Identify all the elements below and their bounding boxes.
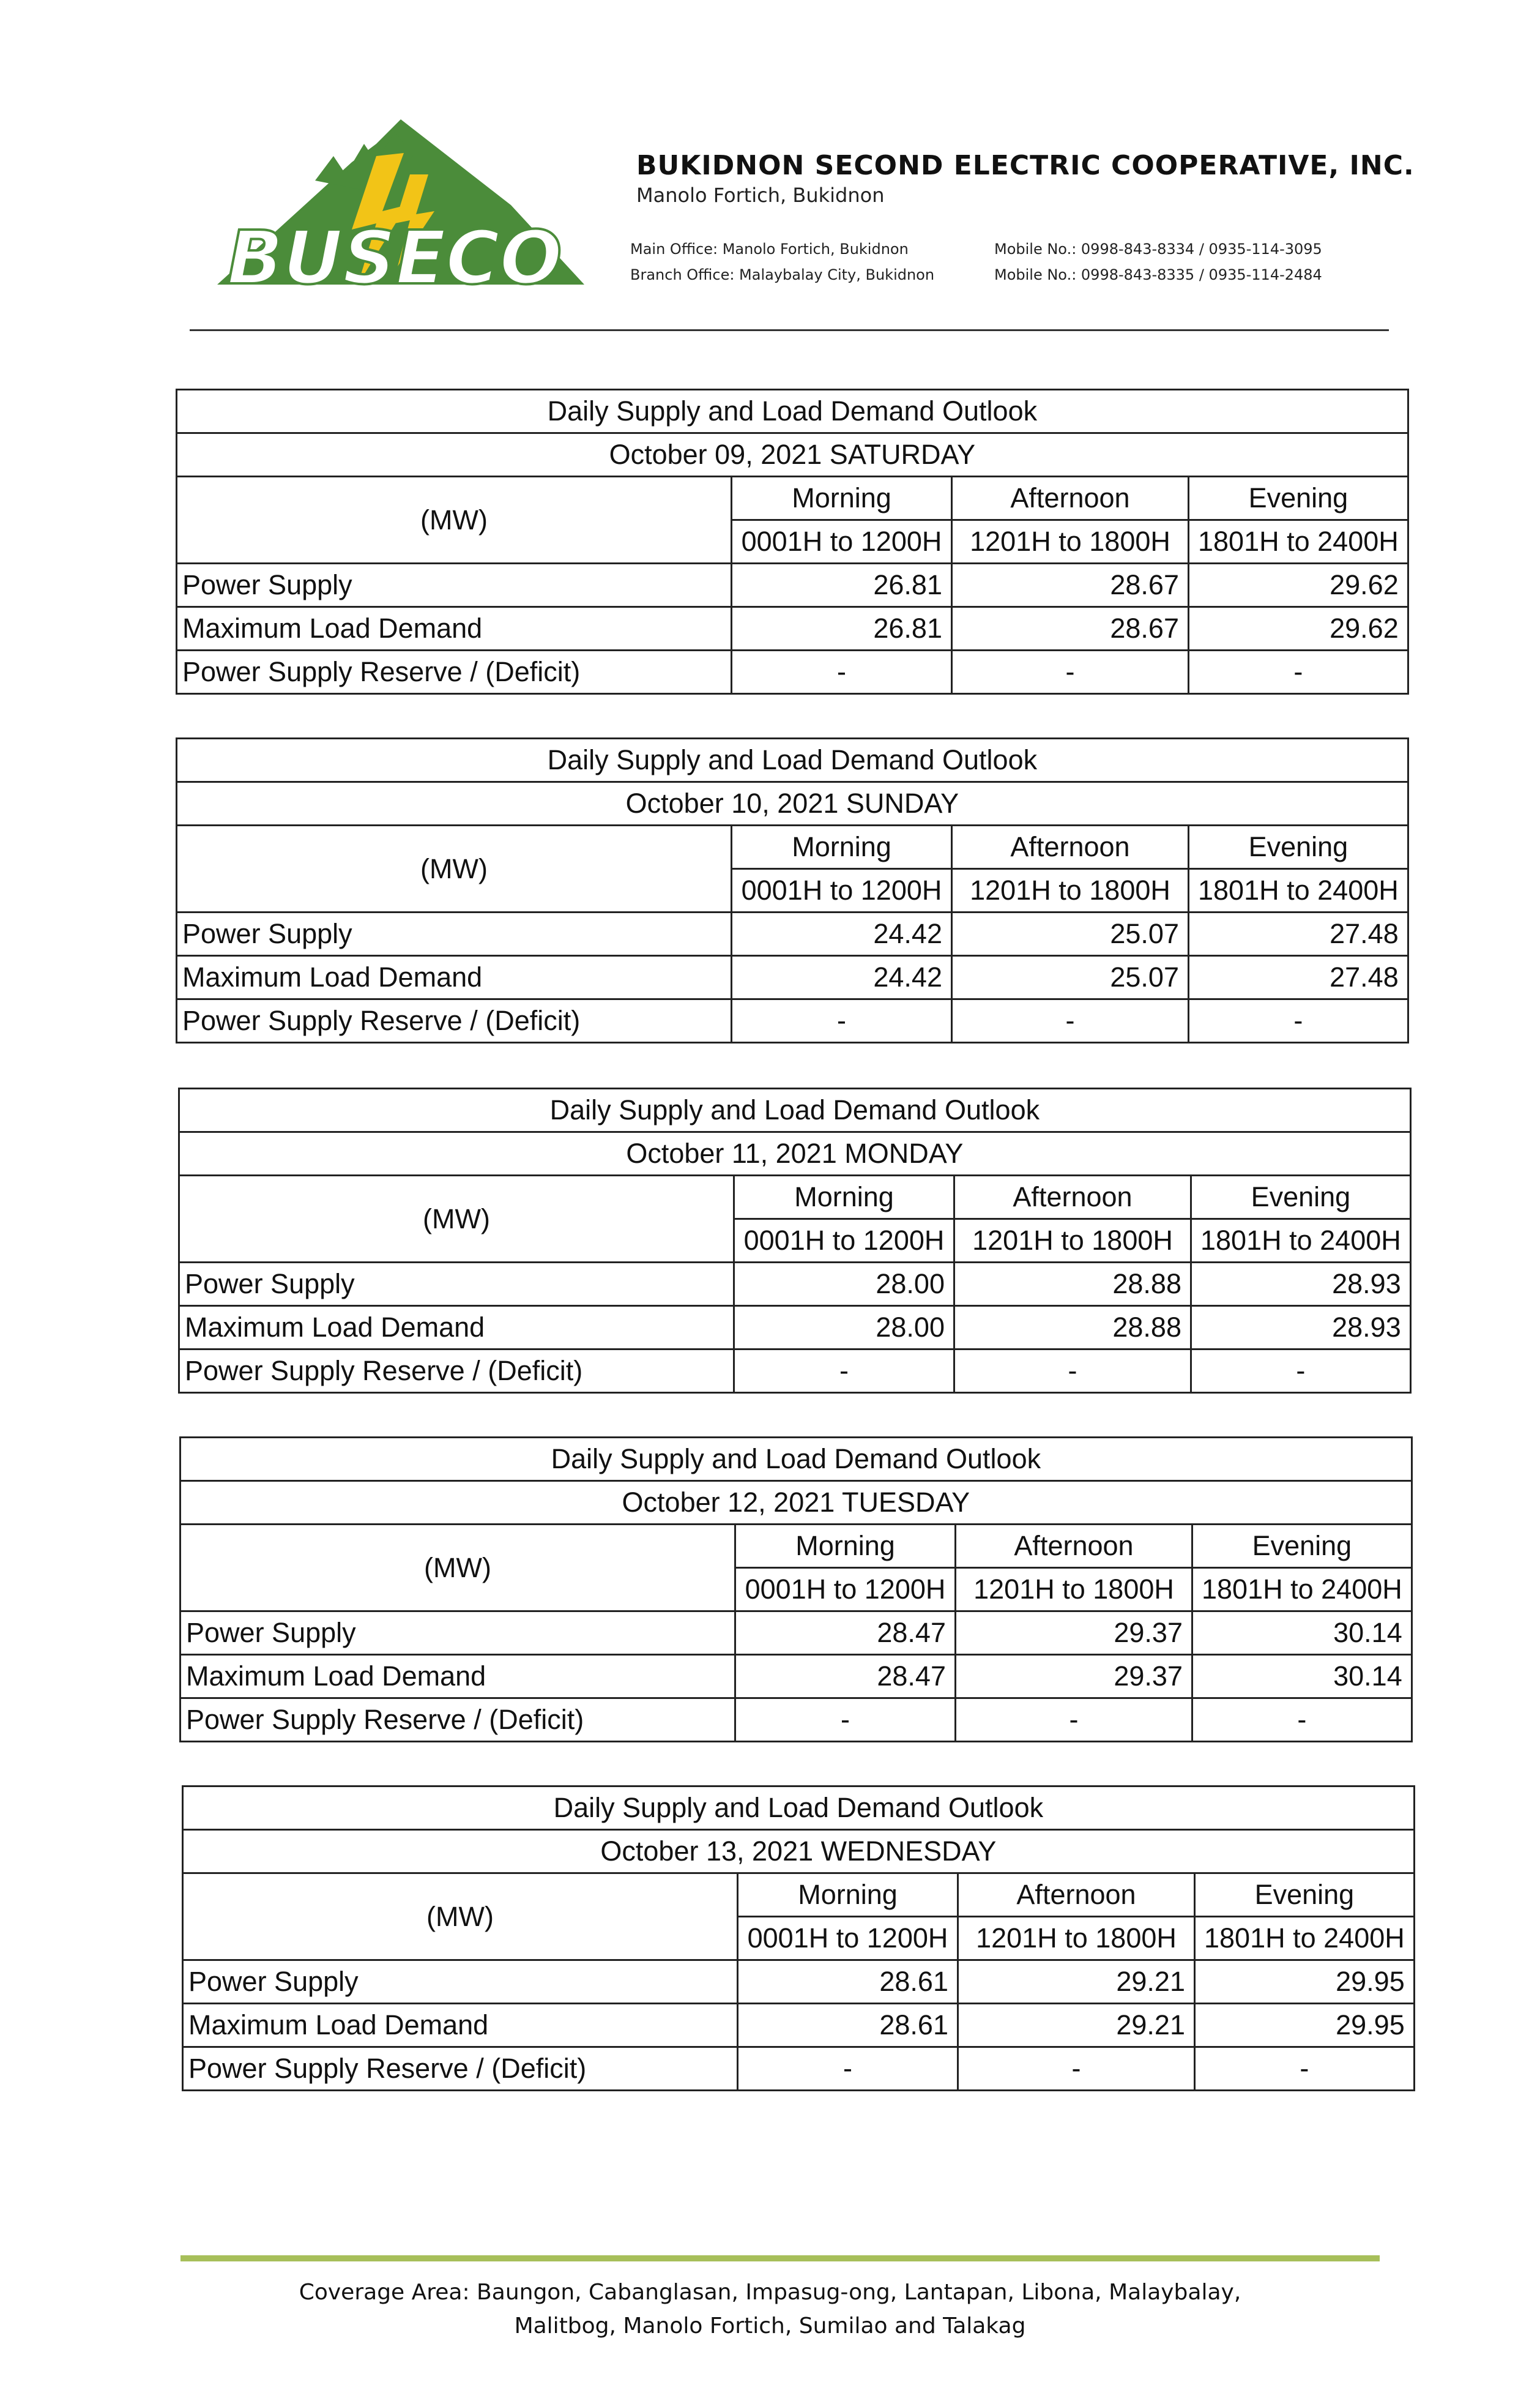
reserve-afternoon: - <box>952 651 1189 694</box>
power-supply-morning: 28.00 <box>734 1263 954 1306</box>
table-date: October 09, 2021 SATURDAY <box>177 433 1408 477</box>
row-max-load <box>183 2004 1415 2047</box>
range-morning: 0001H to 1200H <box>734 1219 954 1263</box>
period-morning: Morning <box>732 826 952 869</box>
row-label: Power Supply Reserve / (Deficit) <box>177 651 732 694</box>
main-office: Main Office: Manolo Fortich, Bukidnon <box>630 241 909 258</box>
range-morning: 0001H to 1200H <box>732 869 952 913</box>
reserve-evening: - <box>1191 1350 1411 1393</box>
org-name: BUKIDNON SECOND ELECTRIC COOPERATIVE, INC. <box>636 150 1415 181</box>
power-supply-afternoon: 25.07 <box>952 913 1189 956</box>
row-label: Power Supply <box>180 1611 735 1655</box>
power-supply-afternoon: 28.67 <box>952 564 1189 607</box>
max-load-morning: 24.42 <box>732 956 952 999</box>
row-max-load <box>177 956 1408 999</box>
max-load-afternoon: 25.07 <box>952 956 1189 999</box>
max-load-evening: 30.14 <box>1192 1655 1412 1698</box>
outlook-table <box>176 389 1409 695</box>
period-morning: Morning <box>738 1873 958 1917</box>
outlook-table <box>176 737 1409 1043</box>
max-load-morning: 28.47 <box>735 1655 956 1698</box>
power-supply-afternoon: 29.21 <box>958 1960 1195 2004</box>
row-label: Maximum Load Demand <box>183 2004 738 2047</box>
max-load-afternoon: 28.88 <box>954 1306 1191 1350</box>
range-afternoon: 1201H to 1800H <box>958 1917 1195 1960</box>
reserve-afternoon: - <box>954 1350 1191 1393</box>
period-afternoon: Afternoon <box>954 1176 1191 1219</box>
row-reserve <box>179 1350 1411 1393</box>
reserve-afternoon: - <box>956 1698 1192 1742</box>
branch-mobile: Mobile No.: 0998-843-8335 / 0935-114-2484 <box>994 266 1322 283</box>
max-load-afternoon: 28.67 <box>952 607 1189 651</box>
row-reserve <box>177 651 1408 694</box>
row-label: Power Supply <box>179 1263 734 1306</box>
reserve-morning: - <box>735 1698 956 1742</box>
row-label: Power Supply Reserve / (Deficit) <box>180 1698 735 1742</box>
period-afternoon: Afternoon <box>956 1525 1192 1568</box>
unit-label: (MW) <box>177 826 732 913</box>
outlook-table <box>182 1785 1415 2091</box>
row-label: Maximum Load Demand <box>179 1306 734 1350</box>
period-evening: Evening <box>1191 1176 1411 1219</box>
header-divider <box>190 329 1389 331</box>
max-load-evening: 29.62 <box>1189 607 1408 651</box>
logo-text: BUSECO <box>227 216 562 291</box>
period-afternoon: Afternoon <box>952 477 1189 520</box>
row-label: Power Supply Reserve / (Deficit) <box>177 999 732 1043</box>
branch-office: Branch Office: Malaybalay City, Bukidnon <box>630 266 935 283</box>
period-evening: Evening <box>1189 826 1408 869</box>
period-afternoon: Afternoon <box>958 1873 1195 1917</box>
max-load-evening: 28.93 <box>1191 1306 1411 1350</box>
max-load-afternoon: 29.21 <box>958 2004 1195 2047</box>
reserve-morning: - <box>732 999 952 1043</box>
row-max-load <box>179 1306 1411 1350</box>
reserve-evening: - <box>1189 651 1408 694</box>
reserve-afternoon: - <box>952 999 1189 1043</box>
coverage-line-1: Coverage Area: Baungon, Cabanglasan, Impasug-ong, Lantapan, Libona, Malaybalay, <box>299 2280 1241 2305</box>
range-evening: 1801H to 2400H <box>1189 520 1408 564</box>
main-mobile: Mobile No.: 0998-843-8334 / 0935-114-3095 <box>994 241 1322 258</box>
range-morning: 0001H to 1200H <box>738 1917 958 1960</box>
period-evening: Evening <box>1192 1525 1412 1568</box>
table-title: Daily Supply and Load Demand Outlook <box>183 1786 1415 1830</box>
period-morning: Morning <box>732 477 952 520</box>
table-title: Daily Supply and Load Demand Outlook <box>180 1438 1412 1481</box>
unit-label: (MW) <box>177 477 732 564</box>
row-label: Power Supply Reserve / (Deficit) <box>179 1350 734 1393</box>
row-power-supply <box>183 1960 1415 2004</box>
range-evening: 1801H to 2400H <box>1192 1568 1412 1611</box>
outlook-table <box>179 1436 1413 1742</box>
row-label: Power Supply Reserve / (Deficit) <box>183 2047 738 2091</box>
power-supply-afternoon: 28.88 <box>954 1263 1191 1306</box>
period-morning: Morning <box>734 1176 954 1219</box>
reserve-afternoon: - <box>958 2047 1195 2091</box>
max-load-evening: 29.95 <box>1195 2004 1415 2047</box>
range-afternoon: 1201H to 1800H <box>952 869 1189 913</box>
power-supply-evening: 27.48 <box>1189 913 1408 956</box>
coverage-line-2: Malitbog, Manolo Fortich, Sumilao and Talakag <box>514 2313 1026 2339</box>
range-afternoon: 1201H to 1800H <box>954 1219 1191 1263</box>
period-morning: Morning <box>735 1525 956 1568</box>
range-evening: 1801H to 2400H <box>1195 1917 1415 1960</box>
period-afternoon: Afternoon <box>952 826 1189 869</box>
range-evening: 1801H to 2400H <box>1191 1219 1411 1263</box>
max-load-afternoon: 29.37 <box>956 1655 1192 1698</box>
period-evening: Evening <box>1195 1873 1415 1917</box>
period-evening: Evening <box>1189 477 1408 520</box>
power-supply-morning: 26.81 <box>732 564 952 607</box>
reserve-morning: - <box>734 1350 954 1393</box>
table-date: October 13, 2021 WEDNESDAY <box>183 1830 1415 1873</box>
power-supply-evening: 29.62 <box>1189 564 1408 607</box>
unit-label: (MW) <box>180 1525 735 1611</box>
row-label: Maximum Load Demand <box>177 956 732 999</box>
max-load-morning: 28.61 <box>738 2004 958 2047</box>
range-afternoon: 1201H to 1800H <box>952 520 1189 564</box>
power-supply-evening: 30.14 <box>1192 1611 1412 1655</box>
max-load-morning: 26.81 <box>732 607 952 651</box>
power-supply-afternoon: 29.37 <box>956 1611 1192 1655</box>
reserve-morning: - <box>738 2047 958 2091</box>
outlook-table <box>178 1088 1412 1394</box>
row-reserve <box>177 999 1408 1043</box>
power-supply-evening: 28.93 <box>1191 1263 1411 1306</box>
footer-divider <box>180 2255 1380 2261</box>
power-supply-evening: 29.95 <box>1195 1960 1415 2004</box>
power-supply-morning: 28.61 <box>738 1960 958 2004</box>
row-power-supply <box>177 564 1408 607</box>
row-label: Power Supply <box>177 564 732 607</box>
row-label: Maximum Load Demand <box>180 1655 735 1698</box>
row-reserve <box>183 2047 1415 2091</box>
row-power-supply <box>180 1611 1412 1655</box>
row-label: Maximum Load Demand <box>177 607 732 651</box>
reserve-evening: - <box>1195 2047 1415 2091</box>
reserve-evening: - <box>1192 1698 1412 1742</box>
row-max-load <box>177 607 1408 651</box>
row-reserve <box>180 1698 1412 1742</box>
row-label: Power Supply <box>177 913 732 956</box>
range-afternoon: 1201H to 1800H <box>956 1568 1192 1611</box>
reserve-morning: - <box>732 651 952 694</box>
unit-label: (MW) <box>179 1176 734 1263</box>
range-morning: 0001H to 1200H <box>735 1568 956 1611</box>
table-date: October 11, 2021 MONDAY <box>179 1132 1411 1176</box>
max-load-evening: 27.48 <box>1189 956 1408 999</box>
table-date: October 12, 2021 TUESDAY <box>180 1481 1412 1525</box>
table-title: Daily Supply and Load Demand Outlook <box>179 1089 1411 1132</box>
power-supply-morning: 24.42 <box>732 913 952 956</box>
power-supply-morning: 28.47 <box>735 1611 956 1655</box>
row-power-supply <box>177 913 1408 956</box>
table-title: Daily Supply and Load Demand Outlook <box>177 739 1408 782</box>
max-load-morning: 28.00 <box>734 1306 954 1350</box>
range-morning: 0001H to 1200H <box>732 520 952 564</box>
range-evening: 1801H to 2400H <box>1189 869 1408 913</box>
reserve-evening: - <box>1189 999 1408 1043</box>
row-max-load <box>180 1655 1412 1698</box>
row-power-supply <box>179 1263 1411 1306</box>
table-date: October 10, 2021 SUNDAY <box>177 782 1408 826</box>
unit-label: (MW) <box>183 1873 738 1960</box>
buseco-logo <box>193 119 609 291</box>
table-title: Daily Supply and Load Demand Outlook <box>177 390 1408 433</box>
row-label: Power Supply <box>183 1960 738 2004</box>
org-location: Manolo Fortich, Bukidnon <box>636 184 885 207</box>
